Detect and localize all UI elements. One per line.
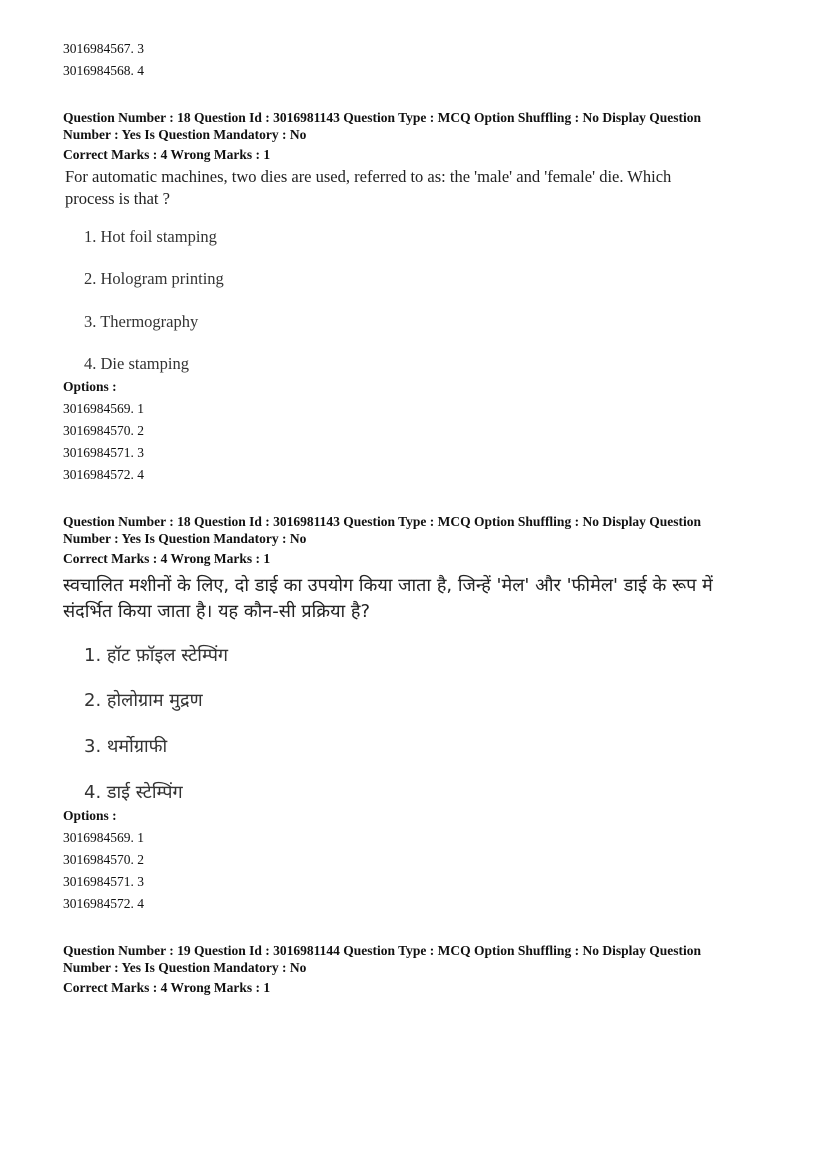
option-number: 4 bbox=[137, 63, 144, 78]
option-line bbox=[63, 852, 144, 868]
option-number: 4 bbox=[137, 467, 144, 482]
answer-choice-4: 4. डाई स्टेम्पिंग bbox=[84, 782, 183, 803]
option-id: 3016984572. bbox=[63, 896, 134, 911]
option-id: 3016984571. bbox=[63, 445, 134, 460]
question-stem-hindi-line-2: संदर्भित किया जाता है। यह कौन-सी प्रक्रिया है? bbox=[63, 601, 371, 622]
option-line bbox=[63, 874, 144, 890]
question-meta-line-1: Question Number : 18 Question Id : 3016981143 Question Type : MCQ Option Shuffling : No Display Question bbox=[63, 110, 701, 125]
answer-choice-1: 1. हॉट फ़ॉइल स्टेम्पिंग bbox=[84, 645, 229, 666]
option-id: 3016984570. bbox=[63, 423, 134, 438]
answer-choice-1: 1. Hot foil stamping bbox=[84, 227, 217, 246]
options-label: Options : bbox=[63, 808, 117, 823]
answer-choice-2: 2. होलोग्राम मुद्रण bbox=[84, 690, 203, 711]
option-line bbox=[63, 896, 144, 912]
question-marks: Correct Marks : 4 Wrong Marks : 1 bbox=[63, 551, 271, 566]
option-line bbox=[63, 467, 144, 483]
options-label: Options : bbox=[63, 379, 117, 394]
option-line bbox=[63, 445, 144, 461]
option-line bbox=[63, 830, 144, 846]
option-id: 3016984572. bbox=[63, 467, 134, 482]
question-stem-line-1: For automatic machines, two dies are used, referred to as: the 'male' and 'female' die. Which bbox=[65, 167, 672, 186]
option-line bbox=[63, 63, 144, 79]
option-number: 3 bbox=[137, 445, 144, 460]
question-meta-line-2: Number : Yes Is Question Mandatory : No bbox=[63, 127, 307, 142]
answer-choice-4: 4. Die stamping bbox=[84, 354, 189, 373]
option-number: 3 bbox=[137, 874, 144, 889]
option-number: 1 bbox=[137, 830, 144, 845]
option-number: 4 bbox=[137, 896, 144, 911]
option-number: 2 bbox=[137, 852, 144, 867]
question-meta-line-2: Number : Yes Is Question Mandatory : No bbox=[63, 960, 307, 975]
option-number: 3 bbox=[137, 41, 144, 56]
question-meta-line-1: Question Number : 19 Question Id : 3016981144 Question Type : MCQ Option Shuffling : No Display Question bbox=[63, 943, 701, 958]
option-id: 3016984570. bbox=[63, 852, 134, 867]
answer-choice-3: 3. Thermography bbox=[84, 312, 199, 331]
option-id: 3016984569. bbox=[63, 830, 134, 845]
option-id: 3016984568. bbox=[63, 63, 134, 78]
answer-choice-2: 2. Hologram printing bbox=[84, 269, 224, 288]
question-stem-line-2: process is that ? bbox=[65, 189, 170, 208]
option-line bbox=[63, 41, 144, 57]
question-stem-hindi-line-1: स्वचालित मशीनों के लिए, दो डाई का उपयोग किया जाता है, जिन्हें 'मेल' और 'फीमेल' डाई के रूप में bbox=[63, 575, 713, 596]
question-meta-line-1: Question Number : 18 Question Id : 3016981143 Question Type : MCQ Option Shuffling : No Display Question bbox=[63, 514, 701, 529]
question-meta-line-2: Number : Yes Is Question Mandatory : No bbox=[63, 531, 307, 546]
option-id: 3016984569. bbox=[63, 401, 134, 416]
answer-choice-3: 3. थर्मोग्राफी bbox=[84, 736, 168, 757]
option-line bbox=[63, 401, 144, 417]
option-number: 1 bbox=[137, 401, 144, 416]
option-id: 3016984571. bbox=[63, 874, 134, 889]
question-marks: Correct Marks : 4 Wrong Marks : 1 bbox=[63, 147, 271, 162]
option-id: 3016984567. bbox=[63, 41, 134, 56]
option-number: 2 bbox=[137, 423, 144, 438]
question-marks: Correct Marks : 4 Wrong Marks : 1 bbox=[63, 980, 271, 995]
option-line bbox=[63, 423, 144, 439]
